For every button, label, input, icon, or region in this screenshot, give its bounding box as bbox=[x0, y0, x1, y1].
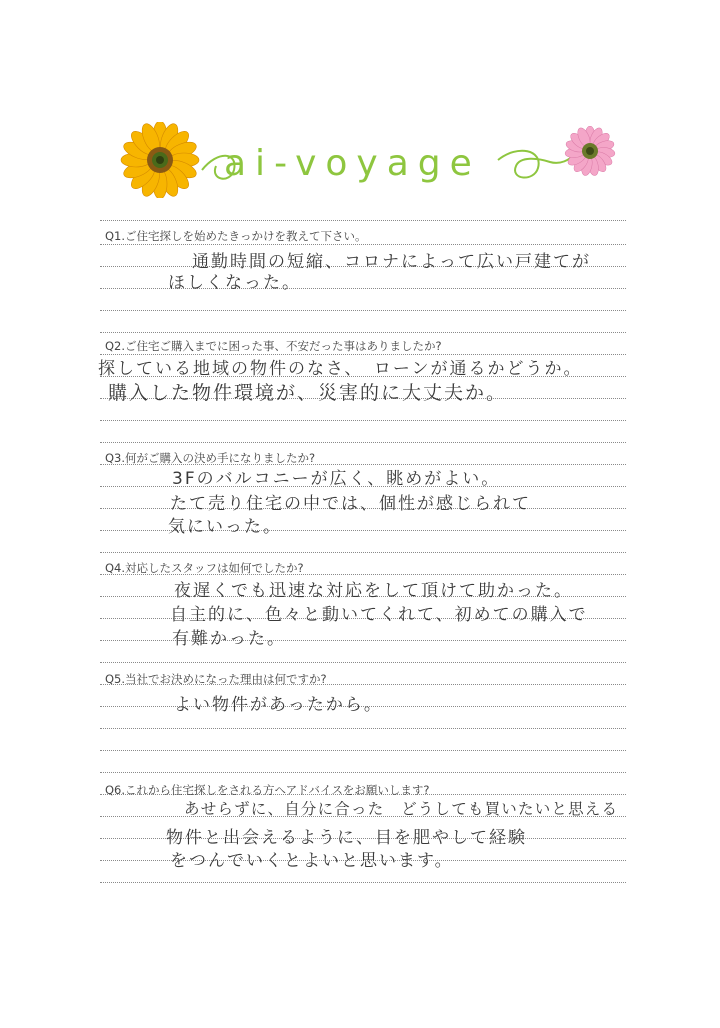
question-5: Q5.当社でお決めになった理由は何ですか? bbox=[105, 672, 327, 686]
answer-4-line-3: 有難かった。 bbox=[172, 629, 286, 649]
answer-3-line-3: 気にいった。 bbox=[168, 517, 282, 537]
answer-2-line-1: 探している地域の物件のなさ、 ローンが通るかどうか。 bbox=[98, 359, 583, 379]
answer-5-line-1: よい物件があったから。 bbox=[174, 695, 383, 715]
question-3: Q3.何がご購入の決め手になりましたか? bbox=[105, 451, 316, 465]
sunflower-icon bbox=[108, 122, 212, 198]
answer-6-line-1: あせらずに、自分に合った どうしても買いたいと思える bbox=[184, 800, 619, 818]
question-2: Q2.ご住宅ご購入までに困った事、不安だった事はありましたか? bbox=[105, 339, 442, 353]
question-6: Q6.これから住宅探しをされる方へアドバイスをお願いします? bbox=[105, 783, 430, 797]
answer-3-line-1: 3Fのバルコニーが広く、眺めがよい。 bbox=[172, 469, 501, 489]
answer-2-line-2: 購入した物件環境が、災害的に大丈夫か。 bbox=[108, 382, 508, 404]
answer-6-line-2: 物件と出会えるように、目を肥やして経験 bbox=[166, 828, 527, 848]
question-4: Q4.対応したスタッフは如何でしたか? bbox=[105, 561, 304, 575]
brand-logo: ai-voyage bbox=[224, 143, 481, 184]
question-1: Q1.ご住宅探しを始めたきっかけを教えて下さい。 bbox=[105, 229, 367, 243]
answer-4-line-2: 自主的に、色々と動いてくれて、初めての購入で bbox=[170, 605, 588, 625]
header bbox=[0, 0, 720, 210]
answer-6-line-3: をつんでいくとよいと思います。 bbox=[170, 851, 454, 871]
pink-gerbera-icon bbox=[556, 126, 624, 176]
answer-4-line-1: 夜遅くでも迅速な対応をして頂けて助かった。 bbox=[174, 581, 573, 601]
answer-3-line-2: たて売り住宅の中では、個性が感じられて bbox=[170, 494, 531, 514]
answer-1-line-1: 通勤時間の短縮、コロナによって広い戸建てが bbox=[192, 252, 591, 272]
answer-1-line-2: ほしくなった。 bbox=[168, 273, 301, 293]
